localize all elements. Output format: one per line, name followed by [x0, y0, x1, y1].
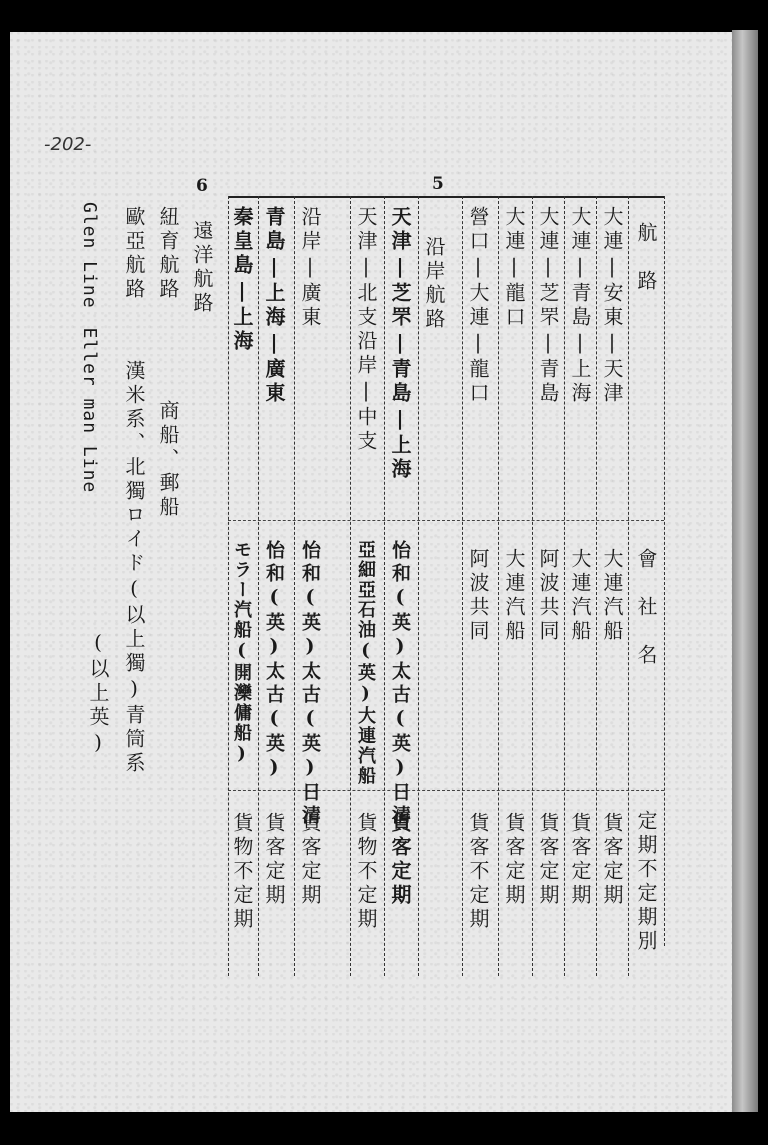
ocean-route-1-detail: 商船、郵船: [156, 400, 180, 520]
coastal-row-5-company: モラー汽船(開灤傭船): [231, 540, 252, 766]
coastal-row-4-schedule: 貨客定期: [262, 812, 286, 908]
coastal-row-4-route: 青島|上海|廣東: [262, 206, 286, 406]
row-3-route: 大連|芝罘|青島: [536, 206, 560, 406]
coastal-row-5-schedule: 貨物不定期: [230, 812, 254, 932]
row-1-schedule: 貨客定期: [600, 812, 624, 908]
row-1-route: 大連|安東|天津: [600, 206, 624, 406]
page-number: -202-: [44, 134, 92, 155]
section-5-title: 沿岸航路: [422, 236, 446, 332]
ocean-route-1: 紐育航路: [156, 206, 180, 302]
column-divider: [418, 196, 419, 976]
coastal-row-3-company: 怡和(英)太古(英)日清: [299, 540, 321, 828]
header-company: 會 社 名: [634, 548, 658, 668]
section-6-number: 6: [196, 176, 208, 196]
coastal-row-1-schedule: 貨客定期: [388, 812, 412, 908]
ocean-note: (以上英): [86, 630, 110, 758]
book-spine: [732, 30, 758, 1112]
column-divider: [350, 196, 351, 976]
column-divider: [628, 196, 629, 976]
column-divider: [462, 196, 463, 976]
column-divider: [384, 196, 385, 976]
row-separator: [228, 520, 664, 521]
table-left-border: [228, 196, 229, 976]
row-4-schedule: 貨客定期: [502, 812, 526, 908]
column-divider: [294, 196, 295, 976]
column-divider: [596, 196, 597, 976]
row-4-company: 大連汽船: [502, 548, 526, 644]
column-divider: [258, 196, 259, 976]
column-divider: [498, 196, 499, 976]
row-2-route: 大連|青島|上海: [568, 206, 592, 406]
row-5-route: 營口|大連|龍口: [466, 206, 490, 406]
row-3-company: 阿波共同: [536, 548, 560, 644]
row-1-company: 大連汽船: [600, 548, 624, 644]
ocean-route-2-detail: 漢米系、北獨ロイド(以上獨)青筒系: [122, 360, 146, 776]
coastal-row-5-route: 秦皇島|上海: [230, 206, 254, 354]
header-route: 航 路: [634, 222, 658, 294]
ocean-lines-latin: Glen Line Eller man Line: [79, 202, 100, 494]
coastal-row-3-schedule: 貨客定期: [298, 812, 322, 908]
header-schedule: 定期不定期別: [634, 810, 658, 954]
coastal-row-1-company: 怡和(英)太古(英)日清: [389, 540, 411, 828]
coastal-row-2-schedule: 貨物不定期: [354, 812, 378, 932]
row-5-schedule: 貨客不定期: [466, 812, 490, 932]
row-5-company: 阿波共同: [466, 548, 490, 644]
column-divider: [564, 196, 565, 976]
row-separator: [228, 790, 664, 791]
coastal-row-2-route: 天津|北支沿岸|中支: [354, 206, 378, 454]
section-6-title: 遠洋航路: [190, 220, 214, 316]
table-right-border: [664, 196, 665, 946]
coastal-row-2-company: 亞細亞石油(英)大連汽船: [355, 540, 376, 786]
row-2-company: 大連汽船: [568, 548, 592, 644]
column-divider: [532, 196, 533, 976]
section-5-number: 5: [432, 174, 444, 194]
ocean-route-2: 歐亞航路: [122, 206, 146, 302]
row-4-route: 大連|龍口: [502, 206, 526, 330]
row-2-schedule: 貨客定期: [568, 812, 592, 908]
coastal-row-4-company: 怡和(英)太古(英): [263, 540, 285, 782]
coastal-row-1-route: 天津|芝罘|青島|上海: [388, 206, 412, 482]
row-3-schedule: 貨客定期: [536, 812, 560, 908]
coastal-row-3-route: 沿岸|廣東: [298, 206, 322, 330]
